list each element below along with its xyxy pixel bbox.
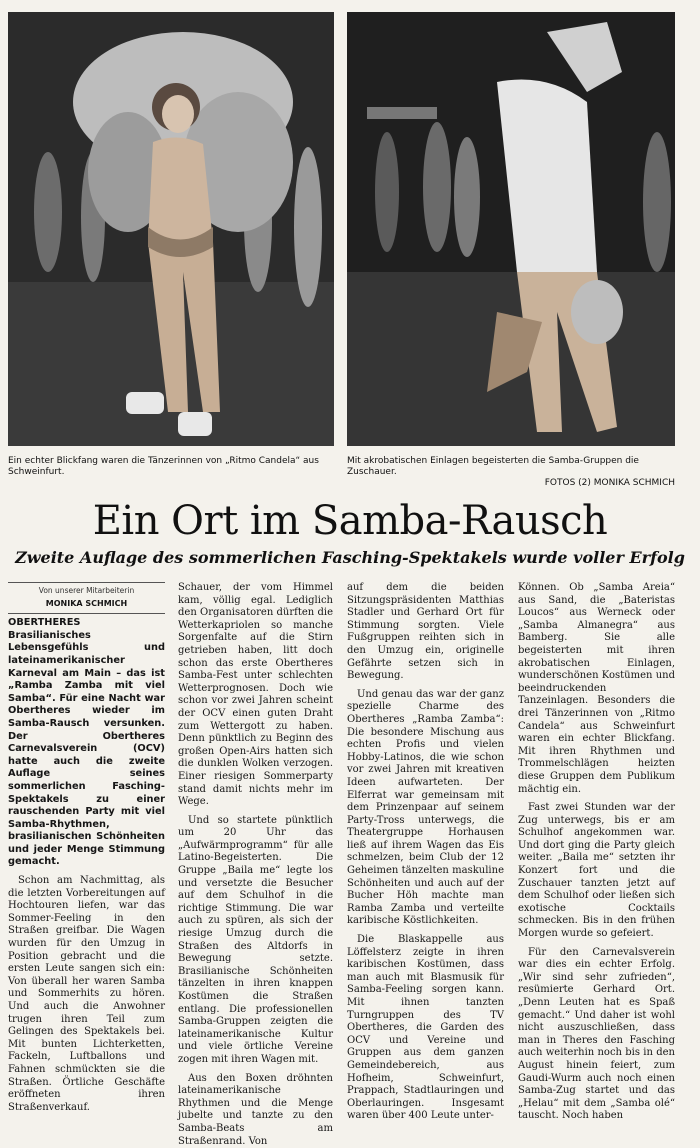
photo-caption-left: Ein echter Blickfang waren die Tänzerinnen von „Ritmo Candela“ aus Schweinfurt.: [8, 456, 319, 477]
article-headline: Ein Ort im Samba-Rausch: [92, 498, 608, 544]
paragraph: auf dem die beiden Sitzungspräsidenten Matthias Stadler und Gerhard Ort für Stimmung sorgten. Viele Fußgruppen reihten sich in den Umzug ein, originelle Gefährte setzen sich in Bewegung.: [347, 582, 504, 682]
acrobat-illustration: [347, 12, 675, 446]
photo-samba-dancer: [8, 12, 334, 446]
paragraph: Aus den Boxen dröhnten lateinamerikanische Rhythmen und die Menge jubelte und tanzte zu den Samba-Beats am Straßenrand. Von: [178, 1072, 333, 1147]
photo-caption-right: [347, 456, 675, 489]
byline-note: Von unserer Mitarbeiterin: [8, 582, 165, 598]
paragraph: Schon am Nachmittag, als die letzten Vorbereitungen auf Hochtouren liefen, war das Sommer-Feeling in den Straßen greifbar. Die Wagen wurden für den Umzug in Position gebracht und die ersten Leute sangen sich ein: Von überall her waren Samba und Sommerhits zu hören. Und auch die Anwohner trugen ihren Teil zum Gelingen des Spektakels bei. Mit bunten Lichterketten, Fackeln, Luftballons und Fahnen schmückten sie die Straßen. Örtliche Geschäfte eröffneten ihren Straßenverkauf.: [8, 875, 165, 1113]
paragraph: Und so startete pünktlich um 20 Uhr das „Aufwärmprogramm“ für alle Latino-Begeisterten. Die Gruppe „Baila me“ legte los und versetzte die Besucher auf dem Schulhof in die richtige Stimmung. Die war auch zu spüren, als sich der riesige Umzug durch die Straßen des Altdorfs in Bewegung setzte. Brasilianische Schönheiten tänzelten in ihren knappen Kostümen die Straßen entlang. Die professionellen Samba-Gruppen zeigten die lateinamerikanische Kultur und viele örtliche Vereine zogen mit ihren Wagen mit.: [178, 814, 333, 1065]
paragraph: Für den Carnevalsverein war dies ein echter Erfolg. „Wir sind sehr zufrieden“, resümierte Gerhard Ort. „Denn Leuten hat es Spaß gemacht.“ Und daher ist wohl nicht auszuschließen, dass man in Theres den Fasching auch weiterhin noch bis in den August hinein feiert, zum Gaudi-Wurm auch noch einen Samba-Zug startet und das „Helau“ mit dem „Samba olé“ tauscht. Noch haben: [518, 946, 675, 1122]
byline-author: MONIKA SCHMICH: [8, 598, 165, 615]
dancer-illustration: [8, 12, 334, 446]
lead-text: Brasilianisches Lebensgefühls und lateinamerikanischer Karneval am Main – das ist „Ramba Zamba mit viel Samba“. Für eine Nacht war Obertheres wieder im Samba-Rausch versunken. Der Obertheres Carnevalsverein (OCV) hatte auch die zweite Auflage seines sommerlichen Fasching-Spektakels zu einer rauschenden Party mit viel Samba-Rhythmen, brasilianischen Schönheiten und jeder Menge Stimmung gemacht.: [8, 629, 165, 868]
paragraph: Und genau das war der ganz spezielle Charme des Obertheres „Ramba Zamba“: Die besondere Mischung aus echten Profis und vielen Hobby-Latinos, die wie schon vor zwei Jahren mit kreativen Ideen aufwarteten. Der Elferrat war gemeinsam mit dem Prinzenpaar auf seinem Party-Tross unterwegs, die Theatergruppe Horhausen ließ auf ihrem Wagen das Eis schmelzen, beim Club der 12 Geheimen tänzelten maskuline Schönheiten und auch auf der Bucher Höh machte man Ramba Zamba und verteilte karibische Köstlichkeiten.: [347, 688, 504, 927]
lead-paragraph: [8, 617, 165, 869]
article-column-1: [8, 582, 165, 1113]
photo-caption-right-text: Mit akrobatischen Einlagen begeisterten die Samba-Gruppen die Zuschauer.: [347, 456, 639, 477]
article-column-2: [178, 582, 333, 1147]
article-subheadline: Zweite Auflage des sommerlichen Fasching-Spektakels wurde voller Erfolg: [15, 548, 685, 567]
article-column-4: [518, 582, 675, 1122]
paragraph: Die Blaskappelle aus Löffelsterz zeigte in ihren karibischen Kostümen, dass man auch mit Blasmusik für Samba-Feeling sorgen kann. Mit ihnen tanzten Turngruppen des TV Obertheres, die Garden des OCV und Vereine und Gruppen aus dem ganzen Gemeindebereich, aus Hofheim, Schweinfurt, Prappach, Stadtlauringen und Oberlauringen. Insgesamt waren über 400 Leute unter-: [347, 934, 504, 1122]
photo-credit: FOTOS (2) MONIKA SCHMICH: [544, 478, 675, 488]
paragraph: Können. Ob „Samba Areia“ aus Sand, die „Bateristas Loucos“ aus Werneck oder „Samba Almanegra“ aus Bamberg. Sie alle begeisterten mit ihren akrobatischen Einlagen, wunderschönen Kostümen und beeindruckenden Tanzeinlagen. Besonders die drei Tänzerinnen von „Ritmo Candela“ aus Schweinfurt waren ein echter Blickfang. Mit ihren Rhythmen und Trommelschlägen heizten diese Gruppen dem Publikum mächtig ein.: [518, 582, 675, 795]
dateline: OBERTHERES: [8, 617, 81, 629]
paragraph: Schauer, der vom Himmel kam, völlig egal. Lediglich den Organisatoren dürften die Wetterkapriolen so manche Sorgenfalte auf die Stirn getrieben haben, litt doch schon das erste Obertheres Samba-Fest unter schlechten Wetterprognosen. Doch wie schon vor zwei Jahren scheint der OCV einen guten Draht zum Wettergott zu haben. Denn pünktlich zu Beginn des großen Open-Airs hatten sich die dunklen Wolken verzogen. Einer riesigen Sommerparty stand damit nichts mehr im Wege.: [178, 582, 333, 808]
paragraph: Fast zwei Stunden war der Zug unterwegs, bis er am Schulhof angekommen war. Und dort ging die Party gleich weiter. „Baila me“ setzten ihr Konzert fort und die Zuschauer tanzten jetzt auf dem Schulhof oder ließen sich exotische Cocktails schmecken. Bis in den frühen Morgen wurde so gefeiert.: [518, 802, 675, 940]
article-column-3: [347, 582, 504, 1122]
photo-acrobatic-dancer: [347, 12, 675, 446]
